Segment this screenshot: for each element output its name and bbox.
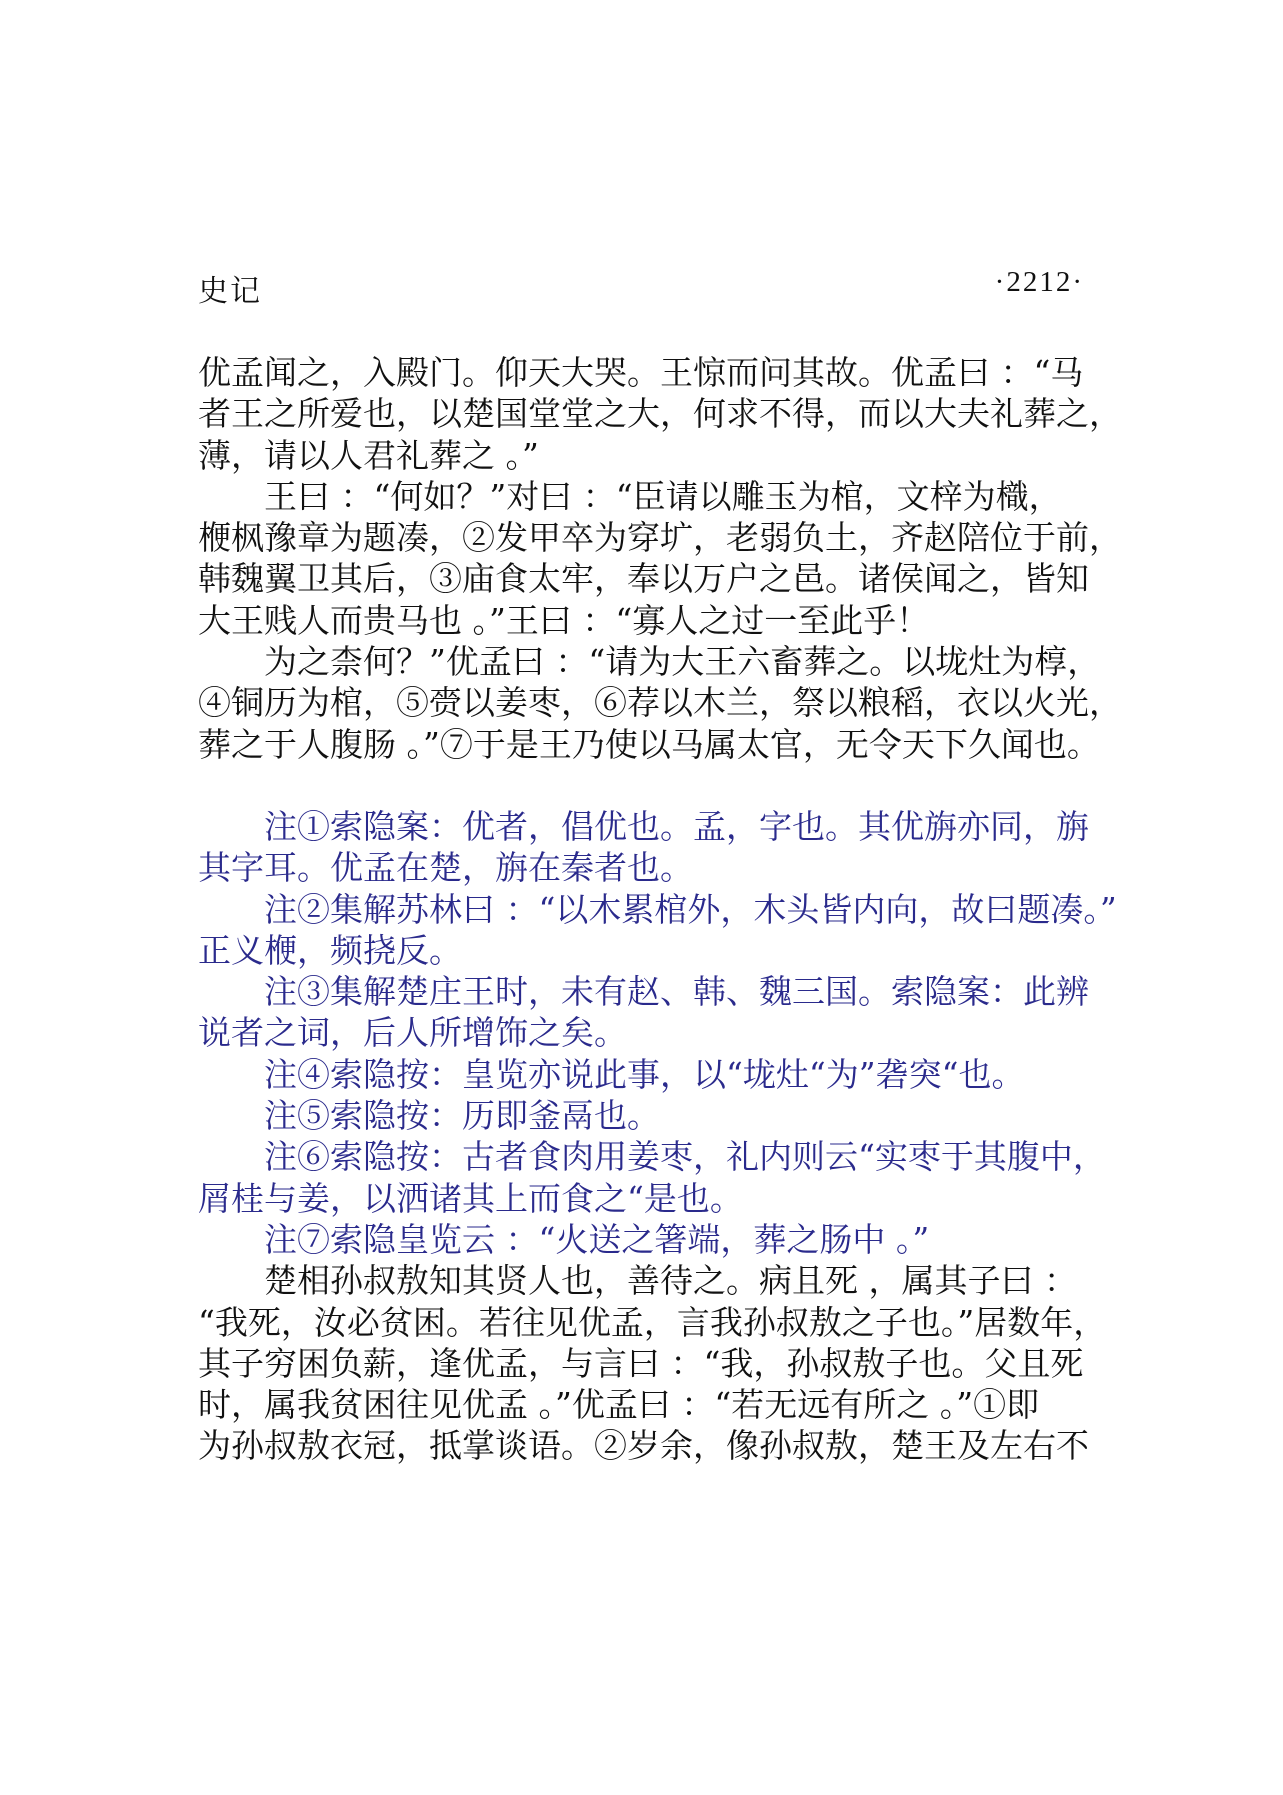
annotation-note bbox=[198, 1054, 1098, 1095]
note-line: 注②集解苏林曰 ：“以木累棺外，木头皆内向，故曰题凑。” bbox=[264, 889, 1117, 929]
text-line: 楚相孙叔敖知其贤人也，善待之。病且死 ，属其子曰 ： bbox=[264, 1261, 1077, 1301]
annotation-note bbox=[198, 806, 1098, 889]
annotation-note bbox=[198, 971, 1098, 1054]
text-line: 为之柰何？”优孟曰 ：“请为大王六畜葬之。以垅灶为椁， bbox=[264, 642, 1101, 682]
note-line: 注⑦索隐皇览云 ：“火送之箸端，葬之肠中 。” bbox=[264, 1219, 930, 1259]
text-line: 楩枫豫章为题凑，②发甲卒为穿圹，老弱负土，齐赵陪位于前， bbox=[198, 518, 1122, 558]
note-line: 屑桂与姜，以洒诸其上而食之“是也。 bbox=[198, 1178, 743, 1218]
annotation-note bbox=[198, 1219, 1098, 1260]
main-paragraph bbox=[198, 641, 1122, 765]
annotation-note bbox=[198, 1136, 1106, 1219]
main-paragraph bbox=[198, 476, 1122, 641]
main-paragraph bbox=[198, 352, 1122, 476]
note-line: 注③集解楚庄王时，未有赵、韩、魏三国。索隐案：此辨 bbox=[264, 972, 1089, 1012]
page-number: ·2212· bbox=[994, 266, 1084, 298]
body-text bbox=[198, 352, 1122, 1467]
book-title: 史记 bbox=[198, 274, 262, 309]
text-line: 时，属我贫困往见优孟 。”优孟曰 ：“若无远有所之 。”①即 bbox=[198, 1385, 1040, 1425]
text-line: 薄，请以人君礼葬之 。” bbox=[198, 435, 539, 475]
note-line: 注⑥索隐按：古者食肉用姜枣，礼内则云“实枣于其腹中， bbox=[264, 1137, 1106, 1177]
text-line: 葬之于人腹肠 。”⑦于是王乃使以马属太官，无令天下久闻也。 bbox=[198, 724, 1100, 764]
note-line: 注④索隐按：皇览亦说此事，以“垅灶“为”砻突“也。 bbox=[264, 1054, 1025, 1094]
note-line: 其字耳。优孟在楚，旃在秦者也。 bbox=[198, 848, 693, 888]
page-header bbox=[198, 266, 1084, 312]
main-paragraph bbox=[198, 1260, 1107, 1466]
text-line: “我死，汝必贫困。若往见优孟，言我孙叔敖之子也。”居数年， bbox=[198, 1302, 1107, 1342]
note-line: 正义楩，频挠反。 bbox=[198, 930, 462, 970]
text-line: 为孙叔敖衣冠，抵掌谈语。②岁余，像孙叔敖，楚王及左右不 bbox=[198, 1426, 1089, 1466]
paragraph-gap bbox=[198, 765, 1098, 806]
annotation-note bbox=[198, 1095, 1098, 1136]
text-line: 王曰 ：“何如？”对曰 ：“臣请以雕玉为棺，文梓为樴， bbox=[264, 476, 1062, 516]
text-line: 大王贱人而贵马也 。”王曰 ：“寡人之过一至此乎！ bbox=[198, 600, 930, 640]
text-line: 韩魏翼卫其后，③庙食太牢，奉以万户之邑。诸侯闻之，皆知 bbox=[198, 559, 1089, 599]
text-line: ④铜历为棺，⑤赍以姜枣，⑥荐以木兰，祭以粮稻，衣以火光， bbox=[198, 683, 1122, 723]
note-line: 注⑤索隐按：历即釜鬲也。 bbox=[264, 1096, 660, 1136]
annotation-note bbox=[198, 889, 1117, 972]
text-line: 其子穷困负薪，逢优孟，与言曰 ：“我，孙叔敖子也。父且死 bbox=[198, 1343, 1084, 1383]
note-line: 注①索隐案：优者，倡优也。孟，字也。其优旃亦同，旃 bbox=[264, 806, 1089, 846]
note-line: 说者之词，后人所增饰之矣。 bbox=[198, 1013, 627, 1053]
text-line: 优孟闻之，入殿门。仰天大哭。王惊而问其故。优孟曰 ：“马 bbox=[198, 353, 1084, 392]
text-line: 者王之所爱也，以楚国堂堂之大，何求不得，而以大夫礼葬之， bbox=[198, 394, 1122, 434]
